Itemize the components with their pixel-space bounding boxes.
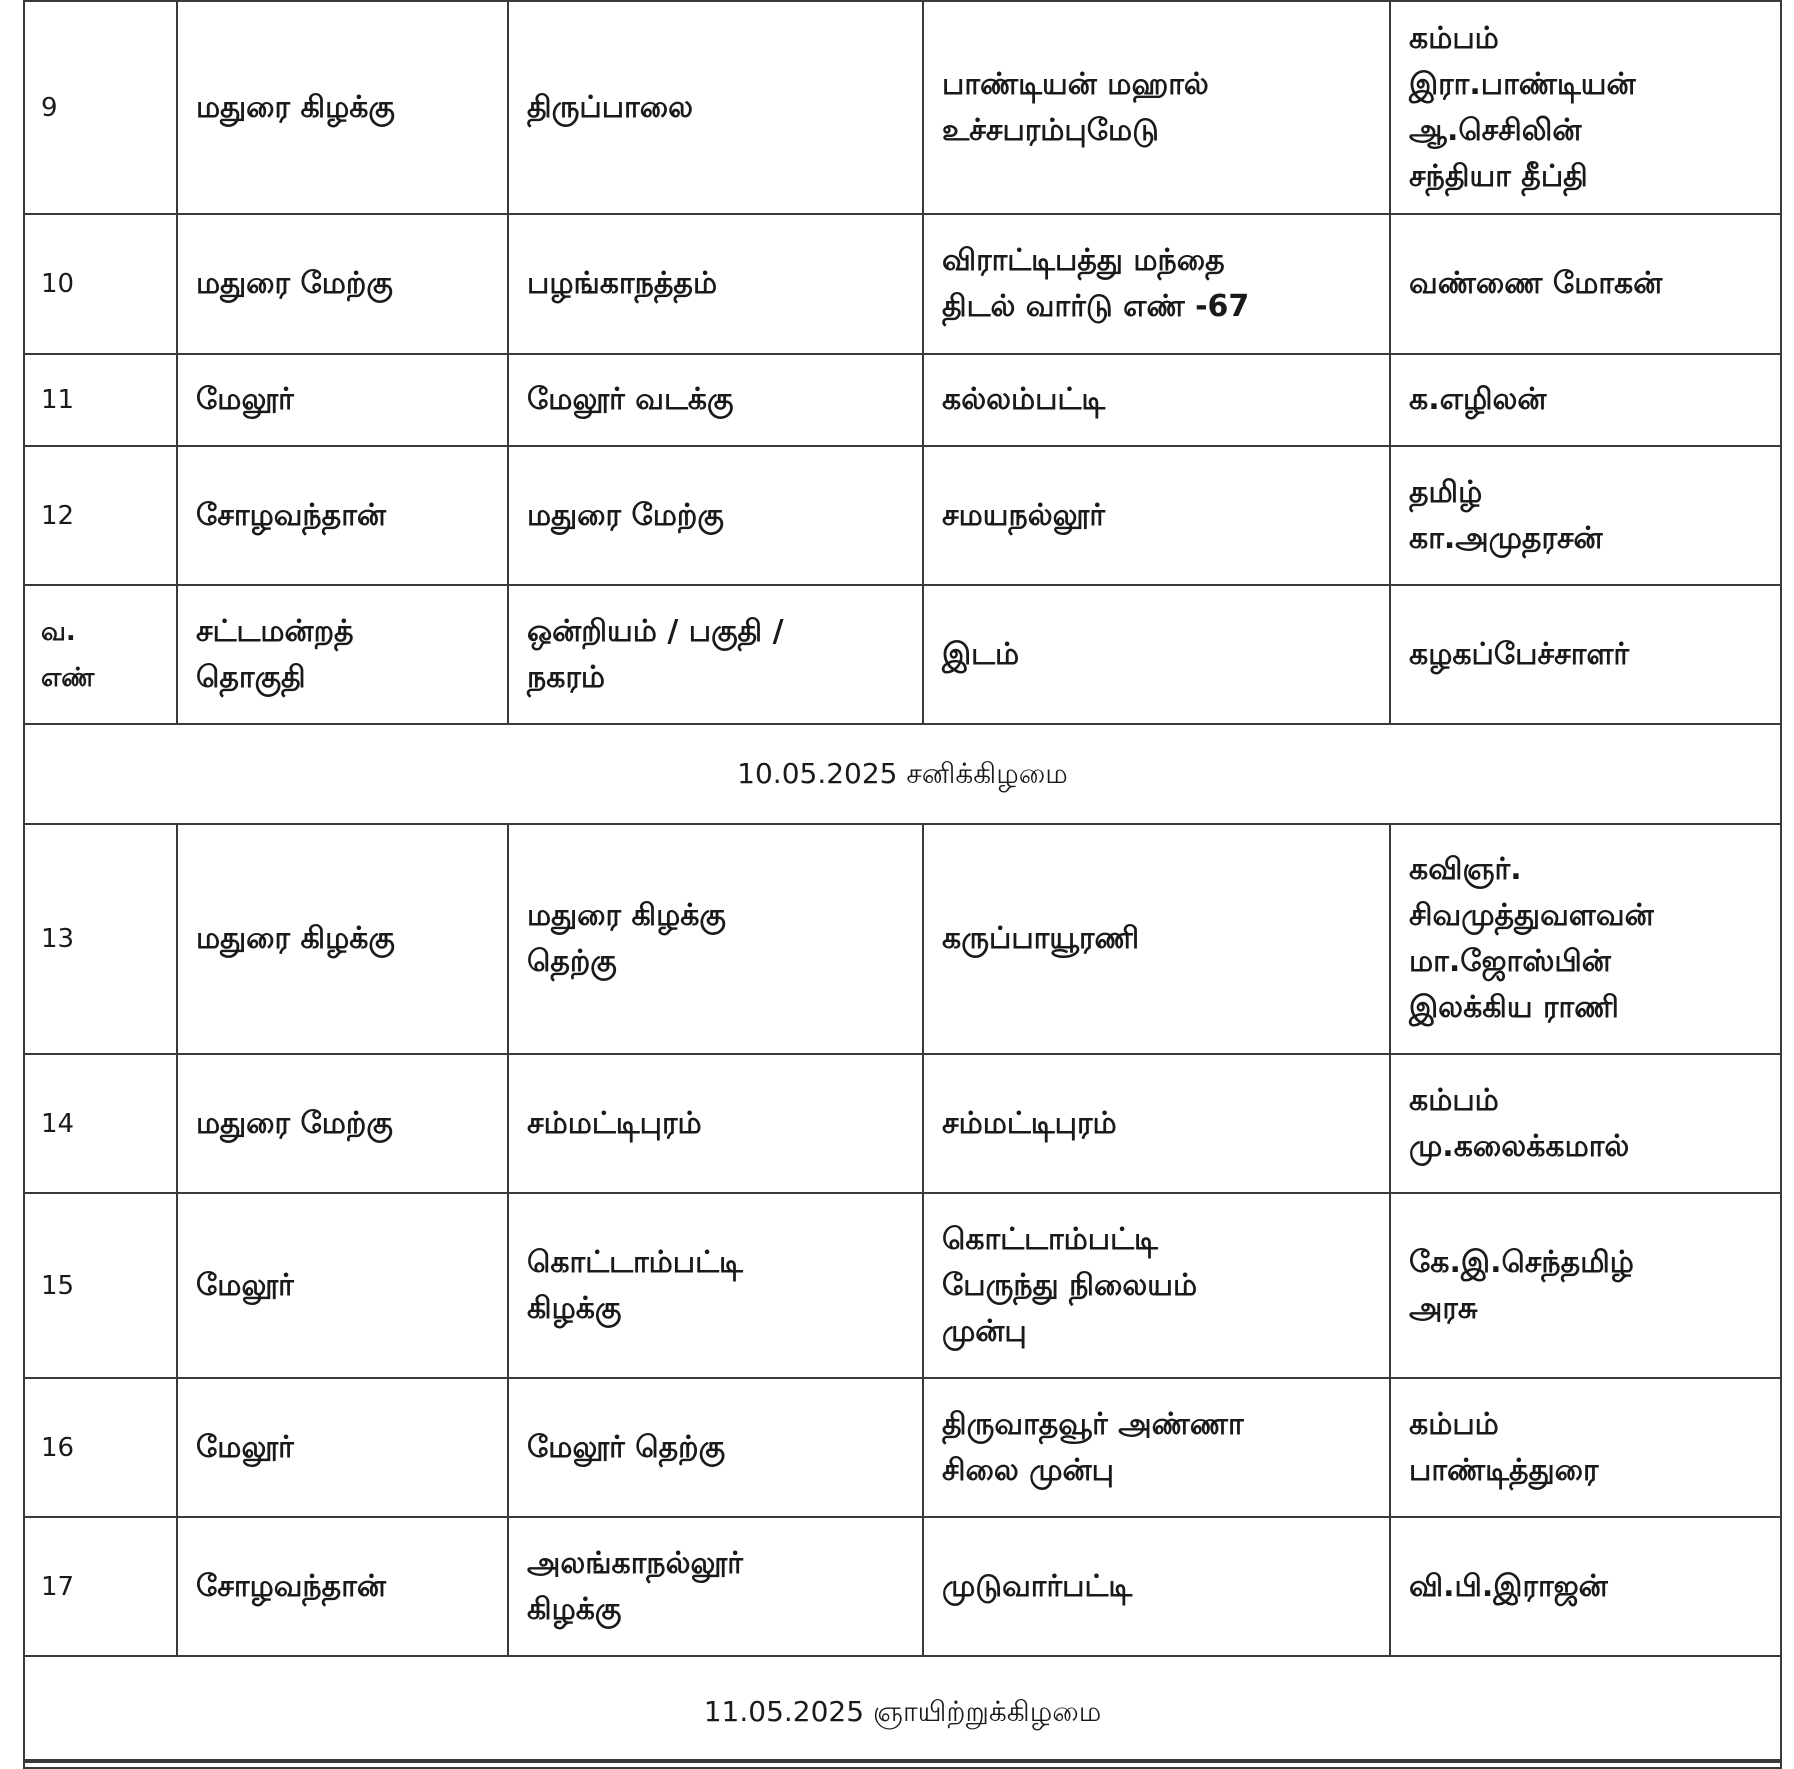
cell-text: மதுரை கிழக்கு xyxy=(196,89,395,125)
cell-text: 12 xyxy=(41,500,75,531)
cell-line: கிழக்கு xyxy=(527,1290,622,1326)
cell-line: ஒன்றியம் / பகுதி / xyxy=(527,613,784,649)
cell-constituency xyxy=(177,585,508,724)
table-row xyxy=(24,1193,1781,1378)
cell-line: கழகப்பேச்சாளர் xyxy=(1409,636,1630,672)
cell-line: கம்பம் xyxy=(1409,1082,1499,1118)
bottom-border xyxy=(23,1759,1780,1763)
cell-line: சம்மட்டிபுரம் xyxy=(942,1105,1117,1141)
table-row xyxy=(24,824,1781,1054)
cell-text: சோழவந்தான் xyxy=(196,1568,386,1604)
cell-line: பாண்டித்துரை xyxy=(1409,1452,1599,1488)
cell-text: பழங்காநத்தம் xyxy=(527,266,718,301)
cell-place xyxy=(923,354,1390,446)
cell-speaker xyxy=(1390,824,1781,1054)
cell-num xyxy=(24,1193,177,1378)
cell-line: முன்பு xyxy=(942,1313,1027,1349)
cell-line: கம்பம் xyxy=(1409,1406,1499,1442)
cell-text: 15 xyxy=(41,1270,75,1301)
cell-line: கொட்டாம்பட்டி xyxy=(942,1221,1158,1257)
cell-text: 10 xyxy=(41,269,75,299)
cell-speaker xyxy=(1390,1193,1781,1378)
cell-text: மேலூர் தெற்கு xyxy=(527,1429,726,1465)
table-row xyxy=(24,1,1781,214)
cell-place xyxy=(923,1054,1390,1193)
cell-line: முடுவார்பட்டி xyxy=(942,1568,1133,1604)
cell-line: தமிழ் xyxy=(1409,474,1483,510)
cell-line: இலக்கிய ராணி xyxy=(1409,990,1619,1025)
cell-line: கருப்பாயூரணி xyxy=(942,921,1140,956)
cell-text: மதுரை மேற்கு xyxy=(196,266,393,301)
cell-text: 9 xyxy=(41,92,58,123)
table-row xyxy=(24,354,1781,446)
cell-speaker xyxy=(1390,446,1781,585)
header-row xyxy=(24,585,1781,724)
cell-text: மதுரை மேற்கு xyxy=(196,1105,393,1141)
date-row xyxy=(24,1656,1781,1768)
cell-line: சிலை முன்பு xyxy=(942,1452,1114,1488)
cell-line: மு.கலைக்கமால் xyxy=(1409,1128,1630,1164)
table-row xyxy=(24,214,1781,354)
cell-line: கே.இ.செந்தமிழ் xyxy=(1409,1244,1634,1280)
cell-union xyxy=(508,446,923,585)
cell-line: சமயநல்லூர் xyxy=(942,497,1106,533)
cell-speaker xyxy=(1390,585,1781,724)
cell-union xyxy=(508,1193,923,1378)
cell-line: சந்தியா தீப்தி xyxy=(1409,158,1588,194)
date-heading: 11.05.2025 ஞாயிற்றுக்கிழமை xyxy=(24,1656,1781,1768)
cell-text: மேலூர் xyxy=(196,1267,294,1303)
cell-text: சம்மட்டிபுரம் xyxy=(527,1105,702,1141)
cell-line: மா.ஜோஸ்பின் xyxy=(1409,944,1611,979)
cell-line: பாண்டியன் மஹால் xyxy=(942,66,1209,102)
cell-constituency xyxy=(177,214,508,354)
cell-line: ஆ.செசிலின் xyxy=(1409,112,1582,148)
cell-union xyxy=(508,824,923,1054)
cell-speaker xyxy=(1390,1,1781,214)
cell-union xyxy=(508,354,923,446)
cell-place xyxy=(923,585,1390,724)
cell-text: 16 xyxy=(41,1432,75,1463)
cell-constituency xyxy=(177,1,508,214)
cell-place xyxy=(923,446,1390,585)
cell-place xyxy=(923,1193,1390,1378)
table-row xyxy=(24,1054,1781,1193)
cell-constituency xyxy=(177,1517,508,1656)
cell-line: இரா.பாண்டியன் xyxy=(1409,66,1636,102)
cell-line: கிழக்கு xyxy=(527,1591,622,1627)
cell-line: தொகுதி xyxy=(196,659,306,695)
date-row xyxy=(24,724,1781,824)
cell-union xyxy=(508,1517,923,1656)
cell-constituency xyxy=(177,1193,508,1378)
cell-text: திருப்பாலை xyxy=(527,89,693,125)
table-row xyxy=(24,1517,1781,1656)
cell-line: அரசு xyxy=(1409,1290,1478,1326)
cell-union xyxy=(508,1054,923,1193)
cell-line: திருவாதவூர் அண்ணா xyxy=(942,1406,1244,1442)
cell-speaker xyxy=(1390,1378,1781,1517)
cell-num xyxy=(24,1,177,214)
cell-line: எண் xyxy=(41,662,95,693)
cell-place xyxy=(923,1,1390,214)
cell-constituency xyxy=(177,354,508,446)
table-row xyxy=(24,1378,1781,1517)
cell-line: உச்சபரம்புமேடு xyxy=(942,112,1159,148)
cell-union xyxy=(508,585,923,724)
cell-line: வி.பி.இராஜன் xyxy=(1409,1568,1608,1604)
cell-text: 14 xyxy=(41,1108,75,1139)
cell-line: சிவமுத்துவளவன் xyxy=(1409,898,1654,933)
cell-text: மேலூர் xyxy=(196,382,294,417)
cell-num xyxy=(24,1517,177,1656)
cell-line: நகரம் xyxy=(527,659,606,695)
cell-place xyxy=(923,1378,1390,1517)
cell-speaker xyxy=(1390,354,1781,446)
cell-line: தெற்கு xyxy=(527,944,617,979)
cell-union xyxy=(508,1378,923,1517)
cell-num xyxy=(24,1378,177,1517)
cell-line: கவிஞர். xyxy=(1409,852,1522,887)
table-row xyxy=(24,446,1781,585)
cell-constituency xyxy=(177,446,508,585)
cell-num xyxy=(24,354,177,446)
cell-line: கா.அமுதரசன் xyxy=(1409,520,1603,556)
cell-line: அலங்காநல்லூர் xyxy=(527,1545,743,1581)
cell-constituency xyxy=(177,1054,508,1193)
cell-text: சோழவந்தான் xyxy=(196,497,386,533)
cell-speaker xyxy=(1390,1054,1781,1193)
cell-line: மதுரை கிழக்கு xyxy=(527,898,726,933)
cell-constituency xyxy=(177,824,508,1054)
cell-line: க.எழிலன் xyxy=(1409,382,1547,417)
cell-place xyxy=(923,1517,1390,1656)
cell-line: சட்டமன்றத் xyxy=(196,613,354,649)
cell-text: மேலூர் வடக்கு xyxy=(527,382,734,417)
cell-speaker xyxy=(1390,1517,1781,1656)
cell-text: மேலூர் xyxy=(196,1429,294,1465)
cell-line: விராட்டிபத்து மந்தை xyxy=(942,243,1225,278)
cell-text: 11 xyxy=(41,385,75,415)
cell-line: பேருந்து நிலையம் xyxy=(942,1267,1198,1303)
cell-text: மதுரை கிழக்கு xyxy=(196,921,395,956)
cell-place xyxy=(923,214,1390,354)
cell-line: வண்ணை மோகன் xyxy=(1409,266,1663,301)
cell-line: திடல் வார்டு எண் -67 xyxy=(942,289,1250,324)
cell-line: கல்லம்பட்டி xyxy=(942,382,1106,417)
cell-place xyxy=(923,824,1390,1054)
cell-line: கம்பம் xyxy=(1409,20,1499,56)
cell-union xyxy=(508,214,923,354)
cell-text: மதுரை மேற்கு xyxy=(527,497,724,533)
cell-text: 13 xyxy=(41,924,75,954)
cell-line: வ. xyxy=(41,616,76,647)
speaker-schedule-table xyxy=(23,0,1782,1769)
cell-num xyxy=(24,446,177,585)
cell-num xyxy=(24,214,177,354)
cell-union xyxy=(508,1,923,214)
cell-line: கொட்டாம்பட்டி xyxy=(527,1244,743,1280)
cell-num xyxy=(24,585,177,724)
cell-constituency xyxy=(177,1378,508,1517)
cell-num xyxy=(24,824,177,1054)
date-heading: 10.05.2025 சனிக்கிழமை xyxy=(24,724,1781,824)
cell-line: இடம் xyxy=(942,636,1020,672)
cell-speaker xyxy=(1390,214,1781,354)
cell-num xyxy=(24,1054,177,1193)
cell-text: 17 xyxy=(41,1571,75,1602)
